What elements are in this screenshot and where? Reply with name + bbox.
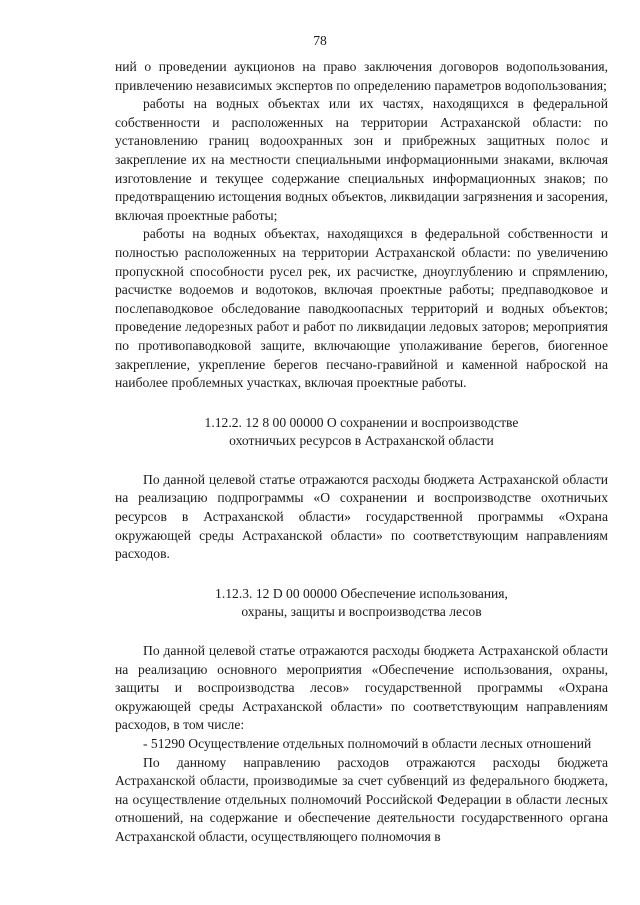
heading-line: охраны, защиты и воспроизводства лесов	[241, 604, 482, 620]
section-heading-1-12-3	[115, 585, 608, 622]
paragraph-water-objects-works: работы на водных объектах, находящихся в федеральной собственности и полностью расположенных на территории Астраханской области: по увеличению пропускной способности русел рек, их расчистке, дноуглублению и спрямлению, расчистке водоемов и водотоков, включая проектные работы; предпаводковое и послепаводковое обследование паводкоопасных территорий и водных объектов; проведение ледорезных работ и работ по ликвидации ледовых заторов; мероприятия по противопаводковой защите, включающие уполаживание берегов, биогенное закрепление, укрепление берегов песчано-гравийной и каменной наброской на наиболее проблемных участках, включая проектные работы.	[115, 226, 608, 391]
document-body	[115, 58, 608, 847]
heading-line: охотничьих ресурсов в Астраханской области	[229, 433, 494, 449]
paragraph-continuation: ний о проведении аукционов на право заключения договоров водопользования, привлечению независимых экспертов по определению параметров водопользования;	[115, 59, 608, 93]
paragraph-federal-water-works: работы на водных объектах или их частях, находящихся в федеральной собственности и расположенных на территории Астраханской области: по установлению границ водоохранных зон и прибрежных защитных полос и закрепление их на местности специальными информационными знаками, включая изготовление и текущее содержание специальных информационных знаков; по предотвращению истощения водных объектов, ликвидации загрязнения и засорения, включая проектные работы;	[115, 96, 608, 223]
paragraph-51290-item: - 51290 Осуществление отдельных полномочий в области лесных отношений	[143, 736, 592, 751]
paragraph-subventions: По данному направлению расходов отражаются расходы бюджета Астраханской области, производимые за счет субвенций из федерального бюджета, на осуществление отдельных полномочий Российской Федерации в области лесных отношений, на содержание и обеспечение деятельности государственного органа Астраханской области, осуществляющего полномочия в	[115, 754, 608, 844]
paragraph-forests: По данной целевой статье отражаются расходы бюджета Астраханской области на реализацию основного мероприятия «Обеспечение использования, охраны, защиты и воспроизводства лесов» государственной программы «Охрана окружающей среды Астраханской области» по соответствующим направлениям расходов, в том числе:	[115, 643, 608, 733]
heading-line: 1.12.3. 12 D 00 00000 Обеспечение использования,	[215, 585, 508, 601]
page-number: 78	[313, 33, 327, 48]
section-heading-1-12-2	[115, 414, 608, 451]
paragraph-hunting-resources: По данной целевой статье отражаются расходы бюджета Астраханской области на реализацию подпрограммы «О сохранении и воспроизводстве охотничьих ресурсов в Астраханской области» государственной программы «Охрана окружающей среды Астраханской области» по соответствующим направлениям расходов.	[115, 471, 608, 562]
heading-line: 1.12.2. 12 8 00 00000 О сохранении и воспроизводстве	[204, 414, 519, 430]
